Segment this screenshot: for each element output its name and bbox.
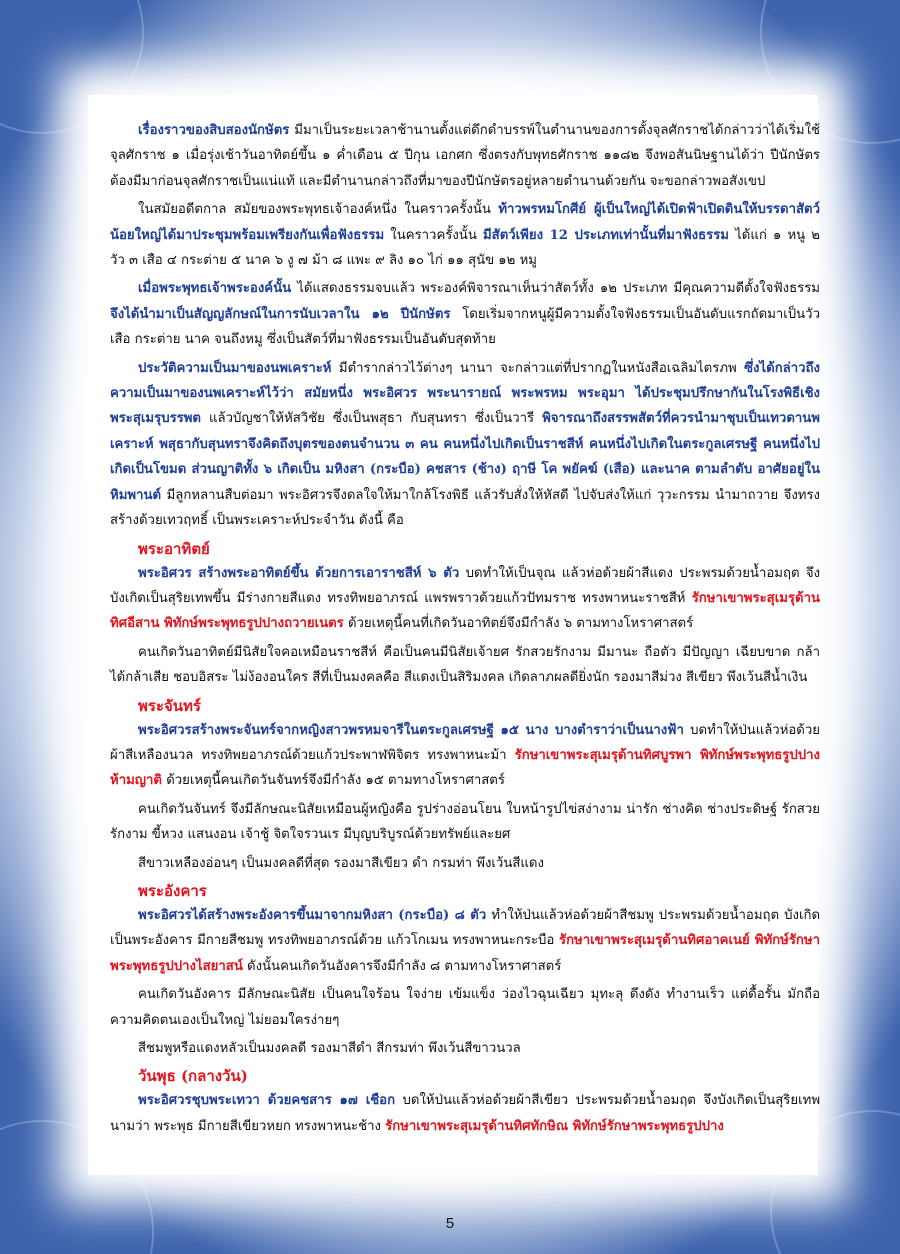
assembly-highlight-2: มีสัตว์เพียง 12 ประเภทเท่านั้นที่มาฟังธรรม xyxy=(482,227,730,243)
sun-text-2: ด้วยเหตุนี้คนที่เกิดวันอาทิตย์จึงมีกำลัง ๖ ตามทางโหราศาสตร์ xyxy=(343,616,694,632)
buddha-highlight-2: จึงได้นำมาเป็นสัญญลักษณ์ในการนับเวลาใน ๑๒ ปีนักษัตร xyxy=(110,306,451,322)
moon-highlight: พระอิศวรสร้างพระจันทร์จากหญิงสาวพรหมจารีในตระกูลเศรษฐี ๑๕ นาง บางตำราว่าเป็นนางฟ้า xyxy=(138,722,684,738)
paragraph-intro xyxy=(110,118,820,194)
moon-guard-direction: รักษาเขาพระสุเมรุด้านทิศบูรพา พิทักษ์พระพุทธรูปปางห้ามญาติ xyxy=(110,747,820,789)
assembly-text-3: ได้แก่ ๑ หนู ๒ วัว ๓ เสือ ๔ กระต่าย ๕ นาค ๖ งู ๗ ม้า ๘ แพะ ๙ ลิง ๑๐ ไก่ ๑๑ สุนัข ๑๒ หมู xyxy=(110,227,820,269)
intro-text: มีมาเป็นระยะเวลาช้านานตั้งแต่ดึกดำบรรพ์ในตำนานของการตั้งจุลศักราชได้กล่าวว่าได้เริ่มใช้จุลศักราช ๑ เมื่อรุ่งเช้าวันอาทิตย์ขึ้น ๑ ค่ำเดือน ๕ ปีกุน เอกศก ซึ่งตรงกับพุทธศักราช ๑๑๘๒ จึงพอสันนิษฐานได้ว่า ปีนักษัตร ต้องมีมาก่อนจุลศักราชเป็นแน่แท้ และมีตำนานกล่าวถึงที่มาของปีนักษัตรอยู่หลายตำนานด้วยกัน จะขอกล่าวพอสังเขป xyxy=(110,123,820,189)
history-highlight-2: ซึ่งได้กล่าวถึงความเป็นมาของนพเคราะห์ไว้ว่า สมัยหนึ่ง พระอิศวร พระนารายณ์ พระพรหม พระอุมา ได้ประชุมปรึกษากันในโรงพิธีเชิงพระสุเมรุบรรพต xyxy=(110,360,820,427)
history-highlight-1: ประวัติความเป็นมาของนพเคราะห์ xyxy=(138,360,332,376)
buddha-text-2: โดยเริ่มจากหนูผู้มีความตั้งใจฟังธรรมเป็นอันดับแรกถัดมาเป็นวัว เสือ กระต่าย นาค จนถึงหมู ซึ่งเป็นสัตว์ที่มาฟังธรรมเป็นอันดับสุดท้าย xyxy=(110,306,820,348)
wednesday-text-1: บดให้ป่นแล้วห่อด้วยผ้าสีเขียว ประพรมด้วยน้ำอมฤต จึงบังเกิดเป็นสุริยเทพนามว่า พระพุธ มีกายสีเขียวหยก ทรงพาหนะช้าง xyxy=(110,1093,821,1134)
sun-guard-direction: รักษาเขาพระสุเมรุด้านทิศอีสาน พิทักษ์พระพุทธรูปปางถวายเนตร xyxy=(110,590,820,632)
paragraph-history xyxy=(110,356,820,534)
mars-guard-direction: รักษาเขาพระสุเมรุด้านทิศอาคเนย์ พิทักษ์รักษาพระพุทธรูปปางไสยาสน์ xyxy=(110,933,820,974)
paragraph-buddha xyxy=(110,276,820,352)
mars-text-1: ทำให้ป่นแล้วห่อด้วยผ้าสีชมพู ประพรมด้วยน้ำอมฤต บังเกิดเป็นพระอังคาร มีกายสีชมพู ทรงทิพยอาภรณ์ด้วย แก้วโกเมน ทรงพาหนะกระบือ xyxy=(110,907,821,949)
moon-text-1: บดทำให้ป่นแล้วห่อด้วยผ้าสีเหลืองนวล ทรงทิพยอาภรณ์ด้วยแก้วประพาฬพิจิตร ทรงพาหนะม้า xyxy=(110,722,820,763)
mars-highlight: พระอิศวรได้สร้างพระอังคารขึ้นมาจากมหิงสา (กระบือ) ๘ ตัว xyxy=(138,907,487,923)
paragraph-mars-traits: คนเกิดวันอังคาร มีลักษณะนิสัย เป็นคนใจร้อน ใจง่าย เข้มแข็ง ว่องไวฉุนเฉียว มุทะลุ ดึงดัง ทำงานเร็ว แต่ดื้อรั้น มักถือความคิดตนเองเป็นใหญ่ ไม่ยอมใครง่ายๆ xyxy=(110,987,820,1028)
assembly-text-1: ในสมัยอดีตกาล สมัยของพระพุทธเจ้าองค์หนึ่ง ในคราวครั้งนั้น xyxy=(138,202,499,218)
paragraph-moon-traits: คนเกิดวันจันทร์ จึงมีลักษณะนิสัยเหมือนผู้หญิงคือ รูปร่างอ่อนโยน ใบหน้ารูปไข่สง่างาม น่ารัก ช่างคิด ช่างประดิษฐ์ รักสวยรักงาม ขี้หวง แสนงอน เจ้าชู้ จิตใจรวนเร มีบุญบริบูรณ์ด้วยทรัพย์และยศ xyxy=(110,801,820,843)
paragraph-wednesday-origin xyxy=(110,1088,820,1139)
document-body xyxy=(110,118,820,1142)
history-highlight-3: พิจารณาถึงสรรพสัตว์ที่ควรนำมาชุบเป็นเทวดานพเคราะห์ พสุธากับสุนทราจึงคิดถึงบุตรของตนจำนวน ๓ คน คนหนึ่งไปเกิดเป็นราชสีห์ คนหนึ่งไปเกิดในตระกูลเศรษฐี คนหนึ่งไปเกิดเป็นโขมด ส่วนญาติทั้ง ๖ เกิดเป็น มหิงสา (กระบือ) คชสาร (ช้าง) ฤาษี โค พยัคฆ์ (เสือ) และนาค ตามลำดับ อาศัยอยู่ในหิมพานต์ xyxy=(110,411,820,503)
buddha-highlight-1: เมื่อพระพุทธเจ้าพระองค์นั้น xyxy=(138,281,292,297)
history-text-1: มีตำรากล่าวไว้ต่างๆ นานา จะกล่าวแต่ที่ปรากฏในหนังสือเฉลิมไตรภพ xyxy=(331,360,745,376)
paragraph-mars-colors: สีชมพูหรือแดงหลัวเป็นมงคลดี รองมาสีดำ สีกรมท่า พึงเว้นสีขาวนวล xyxy=(138,1041,521,1056)
paragraph-assembly xyxy=(110,197,820,273)
moon-text-2: ด้วยเหตุนี้คนเกิดวันจันทร์จึงมีกำลัง ๑๕ ตามทางโหราศาสตร์ xyxy=(162,773,505,789)
assembly-text-2: ในคราวครั้งนั้น xyxy=(384,227,483,243)
paragraph-sun-origin xyxy=(110,561,820,637)
wednesday-guard-direction: รักษาเขาพระสุเมรุด้านทิศทักษิณ พิทักษ์รักษาพระพุทธรูปปาง xyxy=(385,1118,724,1134)
buddha-text-1: ได้แสดงธรรมจบแล้ว พระองค์พิจารณาเห็นว่าสัตว์ทั้ง ๑๒ ประเภท มีคุณความดีตั้งใจฟังธรรม xyxy=(291,281,820,297)
history-text-3: มีลูกหลานสืบต่อมา พระอิศวรจึงดลใจให้มาใกล้โรงพิธี แล้วรับสั่งให้หัสดี ไปจับส่งให้แก่ วุวะกรรม นำมาถวาย จึงทรงสร้างด้วยเทวฤทธิ์ เป็นพระเคราะห์ประจำวัน ดังนี้ คือ xyxy=(110,487,820,529)
history-text-2: แล้วบัญชาให้หัสวิชัย ซึ่งเป็นพสุธา กับสุนทรา ซึ่งเป็นวารี xyxy=(201,411,543,427)
heading-sun: พระอาทิตย์ xyxy=(138,539,210,558)
paragraph-moon-origin xyxy=(110,718,820,794)
paragraph-mars-origin xyxy=(110,903,820,979)
heading-moon: พระจันทร์ xyxy=(138,696,201,715)
sun-highlight: พระอิศวร สร้างพระอาทิตย์ขึ้น ด้วยการเอาราชสีห์ ๖ ตัว xyxy=(138,565,460,581)
heading-mars: พระอังคาร xyxy=(138,881,207,900)
intro-highlight: เรื่องราวของสิบสองนักษัตร xyxy=(138,123,290,138)
heading-wednesday: วันพุธ (กลางวัน) xyxy=(138,1067,248,1086)
paragraph-moon-colors: สีขาวเหลืองอ่อนๆ เป็นมงคลดีที่สุด รองมาสีเขียว ดำ กรมท่า พึงเว้นสีแดง xyxy=(138,855,544,871)
assembly-highlight-1: ท้าวพรหมโกศีย์ ผู้เป็นใหญ่ได้เปิดฟ้าเปิดดินให้บรรดาสัตว์น้อยใหญ่ได้มาประชุมพร้อมเพรียงกันเพื่อฟังธรรม xyxy=(110,202,820,243)
sun-text-1: บดทำให้เป็นจุณ แล้วห่อด้วยผ้าสีแดง ประพรมด้วยน้ำอมฤต จึงบังเกิดเป็นสุริยเทพขึ้น มีร่างกายสีแดง ทรงทิพยอาภรณ์ แพรพราวด้วยแก้วปัทมราช ทรงพาหนะราชสีห์ xyxy=(110,565,821,606)
wednesday-highlight: พระอิศวรชุบพระเทวา ด้วยคชสาร ๑๗ เชือก xyxy=(138,1093,396,1109)
paragraph-sun-traits: คนเกิดวันอาทิตย์มีนิสัยใจคอเหมือนราชสีห์ คือเป็นคนมีนิสัยเจ้ายศ รักสวยรักงาม มีมานะ ถือตัว มีปัญญา เฉียบขาด กล้าได้กล้าเสีย ชอบอิสระ ไม่ง้องอนใคร สีที่เป็นมงคลคือ สีแดงเป็นสิริมงคล เกิดลาภผลดียิ่งนัก รองมาสีม่วง สีเขียว พึงเว้นสีน้ำเงิน xyxy=(110,644,820,686)
page-number: 5 xyxy=(445,1215,455,1232)
mars-text-2: ดังนั้นคนเกิดวันอังคารจึงมีกำลัง ๘ ตามทางโหราศาสตร์ xyxy=(242,958,562,974)
